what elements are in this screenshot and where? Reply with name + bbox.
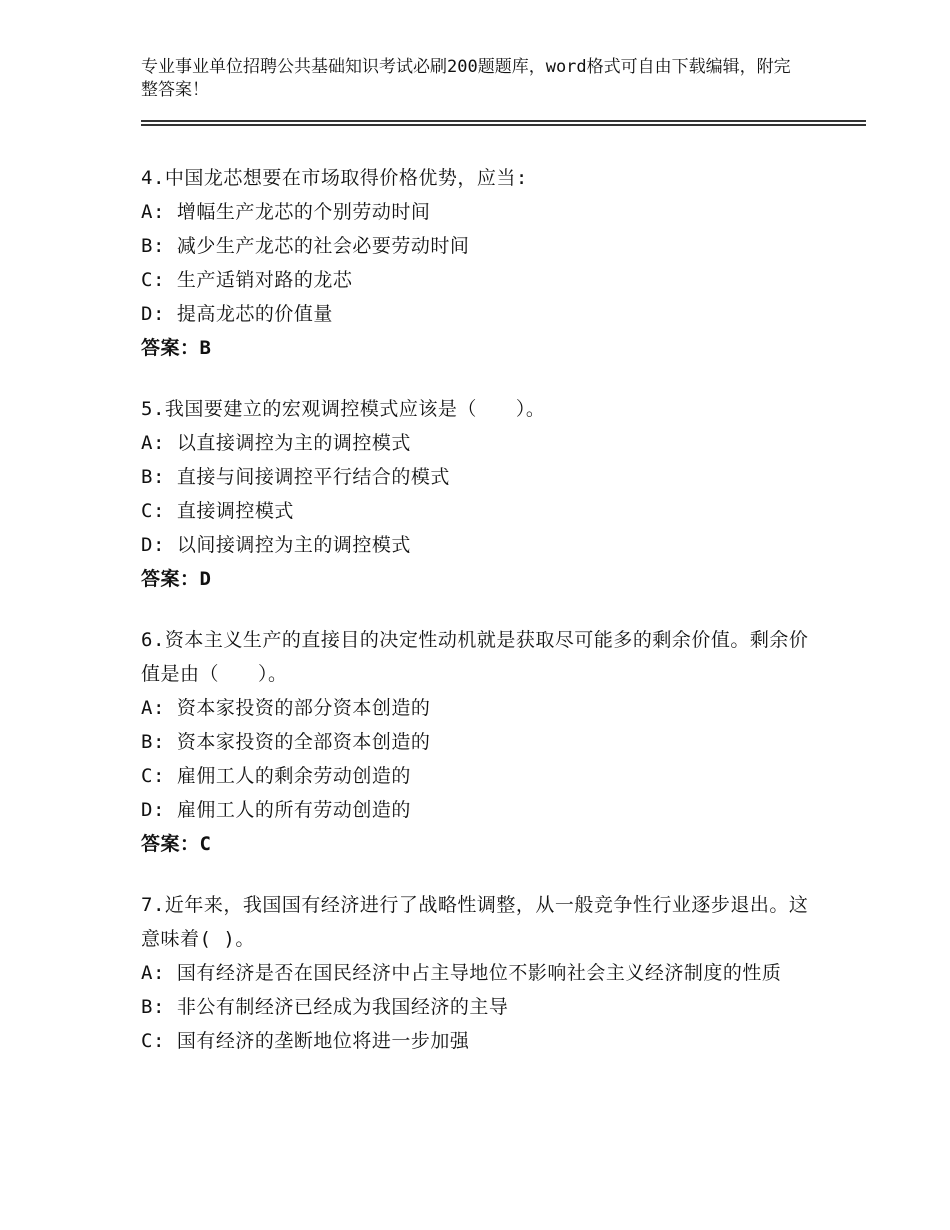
- option-b: B: 非公有制经济已经成为我国经济的主导: [141, 996, 509, 1018]
- answer-value: D: [199, 568, 212, 590]
- option-a: A: 以直接调控为主的调控模式: [141, 432, 411, 454]
- answer-value: C: [199, 833, 212, 855]
- option-b: B: 直接与间接调控平行结合的模式: [141, 466, 450, 488]
- answer-line: [141, 562, 811, 596]
- question-item: [141, 888, 811, 1058]
- option-d: D: 提高龙芯的价值量: [141, 303, 333, 325]
- option-c: C: 生产适销对路的龙芯: [141, 269, 353, 291]
- answer-line: [141, 827, 811, 861]
- document-header: 专业事业单位招聘公共基础知识考试必刷200题题库，word格式可自由下载编辑，附完整答案！: [141, 57, 791, 100]
- question-list: [141, 161, 811, 1085]
- answer-label: 答案：: [141, 337, 200, 359]
- question-text: 5.我国要建立的宏观调控模式应该是（ ）。: [141, 398, 546, 420]
- answer-label: 答案：: [141, 833, 200, 855]
- question-item: [141, 623, 811, 861]
- question-text: 6.资本主义生产的直接目的决定性动机就是获取尽可能多的剩余价值。剩余价值是由（ ）。: [141, 629, 809, 685]
- option-d: D: 以间接调控为主的调控模式: [141, 534, 411, 556]
- question-item: [141, 161, 811, 365]
- question-item: [141, 392, 811, 596]
- answer-label: 答案：: [141, 568, 200, 590]
- option-b: B: 资本家投资的全部资本创造的: [141, 731, 431, 753]
- option-a: A: 资本家投资的部分资本创造的: [141, 697, 431, 719]
- option-a: A: 增幅生产龙芯的个别劳动时间: [141, 201, 431, 223]
- option-c: C: 直接调控模式: [141, 500, 294, 522]
- option-c: C: 雇佣工人的剩余劳动创造的: [141, 765, 411, 787]
- option-b: B: 减少生产龙芯的社会必要劳动时间: [141, 235, 470, 257]
- option-a: A: 国有经济是否在国民经济中占主导地位不影响社会主义经济制度的性质: [141, 962, 782, 984]
- answer-line: [141, 331, 811, 365]
- question-text: 7.近年来，我国国有经济进行了战略性调整，从一般竞争性行业逐步退出。这意味着( )。: [141, 894, 809, 950]
- header-divider: [141, 120, 866, 126]
- option-d: D: 雇佣工人的所有劳动创造的: [141, 799, 411, 821]
- option-c: C: 国有经济的垄断地位将进一步加强: [141, 1030, 470, 1052]
- question-text: 4.中国龙芯想要在市场取得价格优势，应当:: [141, 167, 528, 189]
- answer-value: B: [199, 337, 212, 359]
